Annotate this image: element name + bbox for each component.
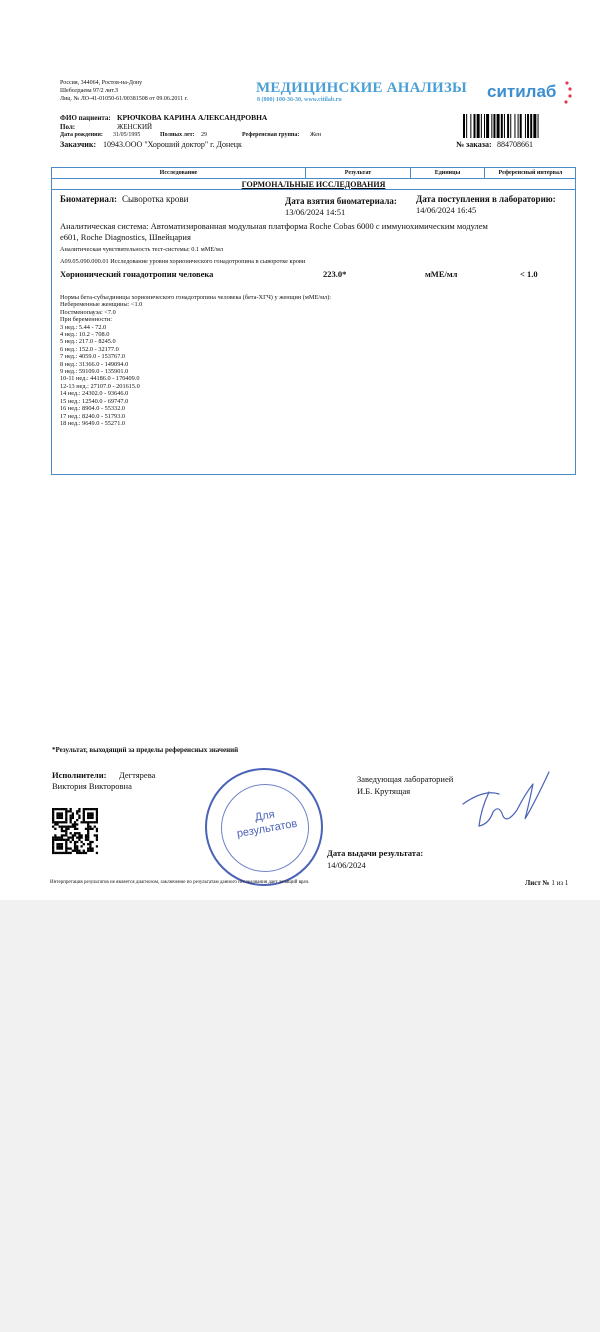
barcode-image — [463, 114, 571, 138]
norm-line: 8 нед.: 31366.0 - 149094.0 — [60, 360, 129, 368]
received-date: 14/06/2024 16:45 — [416, 205, 477, 215]
section-divider — [52, 189, 575, 190]
patient-dob-label: Дата рождения: — [60, 132, 103, 138]
norm-line: 9 нед.: 59109.0 - 135901.0 — [60, 368, 129, 376]
norm-line: 3 нед.: 5.44 - 72.0 — [60, 323, 107, 331]
taken-label: Дата взятия биоматериала: — [285, 196, 397, 206]
seal-stamp — [205, 768, 323, 886]
test-units: мМЕ/мл — [425, 269, 458, 279]
patient-fio-label: ФИО пациента: — [60, 114, 111, 122]
sheet-of: из 1 — [556, 879, 569, 887]
norm-line: 5 нед.: 217.0 - 8245.0 — [60, 338, 116, 346]
header-divider — [52, 178, 575, 179]
patient-fio: КРЮЧКОВА КАРИНА АЛЕКСАНДРОВНА — [117, 113, 268, 122]
lab-license: Лиц. № ЛО-41-01050-61/00381508 от 09.06.2011 г. — [60, 96, 188, 102]
patient-age: 29 — [201, 132, 207, 138]
sheet-num: 1 — [551, 879, 555, 887]
out-of-range-note: *Результат, выходящий за пределы референсных значений — [52, 746, 239, 754]
brand-logo-text: ситилаб — [487, 82, 557, 101]
customer-label: Заказчик: — [60, 140, 97, 149]
section-title: ГОРМОНАЛЬНЫЕ ИССЛЕДОВАНИЯ — [241, 180, 386, 189]
disclaimer: Интерпретация результатов не является диагнозом, заключение по результатам данного исследования дает лечащий врач. — [50, 880, 310, 885]
lab-contacts: 8 (800) 100-36-30, www.citilab.ru — [257, 97, 342, 103]
test-name: Хорионический гонадотропин человека — [60, 269, 214, 279]
analytic-system-line1: Аналитическая система: Автоматизированная модульная платформа Roche Cobas 6000 с иммунохимическим модулем — [60, 221, 488, 231]
sheet-number — [525, 879, 568, 887]
norm-line: 14 нед.: 24302.0 - 93646.0 — [60, 390, 129, 398]
head-name: И.Б. Крутящая — [357, 786, 411, 796]
norm-line: Небеременные женщины: <1.0 — [60, 301, 143, 309]
biomaterial-value: Сыворотка крови — [122, 194, 189, 204]
norm-line: 10-11 нед.: 44186.0 - 170409.0 — [60, 375, 140, 383]
signature-image — [459, 764, 559, 844]
patient-sex: ЖЕНСКИЙ — [117, 123, 153, 131]
received-label: Дата поступления в лабораторию: — [416, 194, 556, 204]
analytic-sensitivity: Аналитическая чувствительность тест-системы: 0.1 мМЕ/мл — [60, 246, 224, 253]
patient-age-label: Полных лет: — [160, 132, 195, 138]
analytic-system-line2: e601, Roche Diagnostics, Швейцария — [60, 232, 191, 242]
norm-line: При беременности: — [60, 316, 112, 324]
results-table — [51, 167, 576, 475]
test-reference: < 1.0 — [520, 269, 538, 279]
executor-name-line1: Дегтярева — [119, 770, 156, 780]
norm-line: Постменопауза: <7.0 — [60, 308, 116, 316]
biomaterial-label: Биоматериал: — [60, 194, 118, 204]
norm-line: 16 нед.: 8904.0 - 55332.0 — [60, 405, 126, 413]
sheet-label: Лист № — [525, 879, 550, 887]
norm-line: 12-13 нед.: 27107.0 - 201615.0 — [60, 382, 140, 390]
col-header-units: Единицы — [411, 168, 485, 178]
executor-name-line2: Виктория Викторовна — [52, 781, 132, 791]
brand-logo-dots-icon — [561, 80, 573, 106]
norm-line: 17 нед.: 8240.0 - 51793.0 — [60, 412, 126, 420]
norm-line: 15 нед.: 12540.0 - 69747.0 — [60, 397, 129, 405]
col-header-reference: Референсный интервал — [498, 170, 563, 176]
head-title: Заведующая лабораторией — [357, 774, 454, 784]
col-header-test: Исследование — [52, 168, 306, 178]
issue-date-label: Дата выдачи результата: — [327, 848, 424, 858]
ref-group-label: Референсная группа: — [242, 132, 300, 138]
order-number: 884708661 — [497, 140, 533, 149]
taken-date: 13/06/2024 14:51 — [285, 207, 346, 217]
test-code-line: A09.05.090.000.01 Исследование уровня хорионического гонадотропина в сыворотке крови — [60, 258, 306, 265]
lab-address-line1: Россия, 344064, Ростов-на-Дону — [60, 80, 143, 86]
norm-line: 7 нед.: 4059.0 - 153767.0 — [60, 353, 126, 361]
executor-label: Исполнители: — [52, 770, 107, 780]
lab-address-line2: Шеболдаева 97/2 лит.З — [60, 88, 119, 94]
document-title: МЕДИЦИНСКИЕ АНАЛИЗЫ — [256, 80, 467, 96]
patient-dob: 31/05/1995 — [113, 132, 141, 138]
order-label: № заказа: — [456, 140, 492, 149]
issue-date: 14/06/2024 — [327, 860, 366, 870]
qr-code-icon — [52, 796, 98, 866]
customer: 10943.ООО "Хороший доктор" г. Донецк — [103, 140, 242, 149]
norm-line: 4 нед.: 10.2 - 708.0 — [60, 331, 110, 339]
norms-list — [60, 294, 331, 427]
patient-sex-label: Пол: — [60, 123, 76, 131]
norm-line: Нормы бета-субъединицы хорионического гонадотропина человека (бета-ХГЧ) у женщин (мМЕ/мл): — [60, 294, 332, 301]
stamp-text: Для результатов — [235, 808, 299, 841]
col-header-result: Результат — [306, 168, 411, 178]
norm-line: 6 нед.: 152.0 - 32177.0 — [60, 345, 119, 353]
test-result: 223.0* — [323, 269, 347, 279]
norm-line: 18 нед.: 9649.0 - 55271.0 — [60, 419, 126, 427]
ref-group: Жен — [310, 132, 321, 138]
